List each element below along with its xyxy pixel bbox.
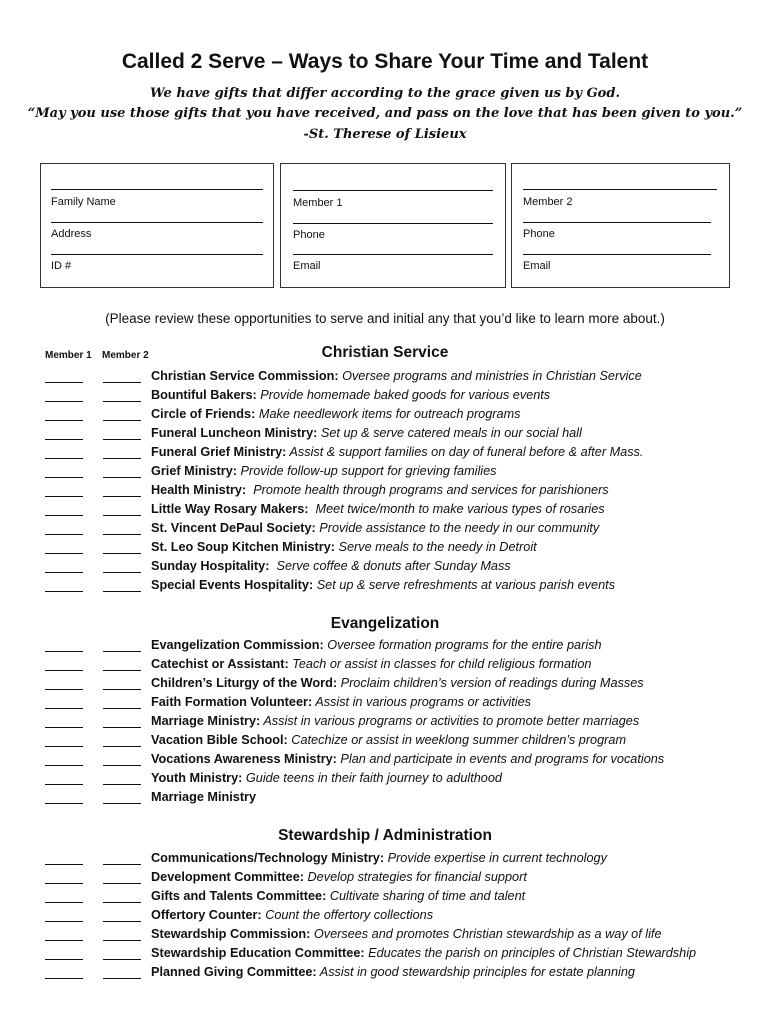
opportunity-description: Teach or assist in classes for child religious formation bbox=[288, 657, 592, 671]
member1-initial-blank[interactable] bbox=[45, 534, 83, 535]
member1-email-label: Email bbox=[293, 260, 321, 272]
member1-initial-blank[interactable] bbox=[45, 591, 83, 592]
opportunity-description: Meet twice/month to make various types of rosaries bbox=[308, 502, 605, 516]
member2-initial-blank[interactable] bbox=[103, 978, 141, 979]
opportunity-description: Set up & serve refreshments at various parish events bbox=[313, 578, 615, 592]
address-label: Address bbox=[51, 228, 92, 240]
opportunity-text bbox=[151, 407, 521, 421]
member1-email-field[interactable] bbox=[293, 254, 493, 255]
opportunity-description: Serve meals to the needy in Detroit bbox=[334, 540, 537, 554]
opportunity-row bbox=[0, 676, 770, 695]
opportunity-text bbox=[151, 578, 615, 592]
opportunity-text bbox=[151, 638, 602, 652]
opportunity-row bbox=[0, 388, 770, 407]
opportunity-name: Bountiful Bakers: bbox=[151, 388, 257, 402]
opportunity-description: Develop strategies for financial support bbox=[303, 870, 527, 884]
opportunity-row bbox=[0, 638, 770, 657]
opportunity-row bbox=[0, 771, 770, 790]
member2-initial-blank[interactable] bbox=[103, 651, 141, 652]
section-title: Evangelization bbox=[330, 615, 440, 632]
opportunity-description: Oversee formation programs for the entire parish bbox=[323, 638, 602, 652]
opportunity-name: Youth Ministry: bbox=[151, 771, 243, 785]
section-title: Stewardship / Administration bbox=[278, 827, 492, 844]
member2-initial-blank[interactable] bbox=[103, 534, 141, 535]
opportunity-text bbox=[151, 714, 639, 728]
member1-initial-blank[interactable] bbox=[45, 959, 83, 960]
opportunity-text bbox=[151, 927, 662, 941]
member2-initial-blank[interactable] bbox=[103, 401, 141, 402]
opportunity-description: Oversee programs and ministries in Christian Service bbox=[338, 369, 642, 383]
opportunity-row bbox=[0, 946, 770, 965]
member1-initial-blank[interactable] bbox=[45, 572, 83, 573]
opportunity-name: Evangelization Commission: bbox=[151, 638, 324, 652]
member2-initial-blank[interactable] bbox=[103, 515, 141, 516]
opportunity-name: Development Committee: bbox=[151, 870, 304, 884]
opportunity-description: Cultivate sharing of time and talent bbox=[326, 889, 526, 903]
opportunity-name: Offertory Counter: bbox=[151, 908, 262, 922]
member1-initial-blank[interactable] bbox=[45, 515, 83, 516]
member1-label: Member 1 bbox=[293, 197, 343, 209]
family-info-box bbox=[40, 163, 274, 288]
opportunity-name: Planned Giving Committee: bbox=[151, 965, 317, 979]
opportunity-description: Provide homemade baked goods for various events bbox=[256, 388, 551, 402]
member1-initial-blank[interactable] bbox=[45, 401, 83, 402]
opportunity-row bbox=[0, 445, 770, 464]
member1-initial-blank[interactable] bbox=[45, 940, 83, 941]
member1-initial-blank[interactable] bbox=[45, 708, 83, 709]
opportunity-row bbox=[0, 733, 770, 752]
opportunity-description: Provide follow-up support for grieving families bbox=[237, 464, 497, 478]
member2-initial-blank[interactable] bbox=[103, 959, 141, 960]
opportunity-row bbox=[0, 790, 770, 809]
opportunity-name: Marriage Ministry bbox=[151, 790, 257, 804]
opportunity-description: Serve coffee & donuts after Sunday Mass bbox=[269, 559, 511, 573]
opportunity-row bbox=[0, 695, 770, 714]
member2-initial-blank[interactable] bbox=[103, 921, 141, 922]
member1-phone-field[interactable] bbox=[293, 223, 493, 224]
member2-column-header: Member 2 bbox=[102, 350, 149, 361]
opportunity-description: Make needlework items for outreach programs bbox=[255, 407, 521, 421]
member1-initial-blank[interactable] bbox=[45, 382, 83, 383]
opportunity-description: Assist in various programs or activities to promote better marriages bbox=[260, 714, 640, 728]
member1-name-field[interactable] bbox=[293, 190, 493, 191]
member2-initial-blank[interactable] bbox=[103, 727, 141, 728]
opportunity-text bbox=[151, 502, 605, 516]
opportunity-text bbox=[151, 870, 527, 884]
address-field[interactable] bbox=[51, 222, 263, 223]
opportunity-row bbox=[0, 540, 770, 559]
opportunity-name: Special Events Hospitality: bbox=[151, 578, 314, 592]
opportunity-name: St. Vincent DePaul Society: bbox=[151, 521, 316, 535]
opportunity-text bbox=[151, 445, 643, 459]
opportunity-name: Health Ministry: bbox=[151, 483, 247, 497]
opportunity-text bbox=[151, 889, 525, 903]
opportunity-text bbox=[151, 657, 591, 671]
opportunity-name: Sunday Hospitality: bbox=[151, 559, 270, 573]
member1-initial-blank[interactable] bbox=[45, 883, 83, 884]
opportunity-text bbox=[151, 946, 696, 960]
member2-initial-blank[interactable] bbox=[103, 439, 141, 440]
opportunity-text bbox=[151, 965, 635, 979]
opportunity-description: Assist in various programs or activities bbox=[312, 695, 531, 709]
member1-initial-blank[interactable] bbox=[45, 689, 83, 690]
opportunity-name: Catechist or Assistant: bbox=[151, 657, 289, 671]
opportunity-text bbox=[151, 908, 433, 922]
opportunity-row bbox=[0, 870, 770, 889]
opportunity-name: Faith Formation Volunteer: bbox=[151, 695, 313, 709]
member1-initial-blank[interactable] bbox=[45, 765, 83, 766]
member2-initial-blank[interactable] bbox=[103, 496, 141, 497]
member1-initial-blank[interactable] bbox=[45, 921, 83, 922]
opportunity-text bbox=[151, 851, 607, 865]
opportunity-row bbox=[0, 559, 770, 578]
member1-initial-blank[interactable] bbox=[45, 784, 83, 785]
section-title: Christian Service bbox=[321, 344, 449, 361]
member1-column-header: Member 1 bbox=[45, 350, 92, 361]
member2-initial-blank[interactable] bbox=[103, 591, 141, 592]
member2-initial-blank[interactable] bbox=[103, 940, 141, 941]
opportunity-name: Little Way Rosary Makers: bbox=[151, 502, 309, 516]
member2-initial-blank[interactable] bbox=[103, 477, 141, 478]
opportunity-name: Funeral Grief Ministry: bbox=[151, 445, 287, 459]
quote-line-2: “May you use those gifts that you have received, and pass on the love that has been given to you.” bbox=[27, 106, 743, 121]
member2-email-label: Email bbox=[523, 260, 551, 272]
opportunity-description: Proclaim children’s version of readings during Masses bbox=[337, 676, 644, 690]
member1-initial-blank[interactable] bbox=[45, 477, 83, 478]
member2-initial-blank[interactable] bbox=[103, 420, 141, 421]
member2-initial-blank[interactable] bbox=[103, 708, 141, 709]
opportunity-description: Provide assistance to the needy in our community bbox=[315, 521, 600, 535]
opportunity-text bbox=[151, 771, 502, 785]
member2-info-box bbox=[511, 163, 730, 288]
member1-initial-blank[interactable] bbox=[45, 651, 83, 652]
member1-initial-blank[interactable] bbox=[45, 902, 83, 903]
quote-line-1: We have gifts that differ according to the grace given us by God. bbox=[150, 86, 620, 101]
family-name-field[interactable] bbox=[51, 189, 263, 190]
member1-initial-blank[interactable] bbox=[45, 746, 83, 747]
opportunity-text bbox=[151, 790, 256, 804]
member2-label: Member 2 bbox=[523, 196, 573, 208]
opportunity-text bbox=[151, 695, 531, 709]
opportunity-row bbox=[0, 483, 770, 502]
opportunity-name: Stewardship Commission: bbox=[151, 927, 311, 941]
opportunity-name: Gifts and Talents Committee: bbox=[151, 889, 327, 903]
member2-phone-field[interactable] bbox=[523, 222, 711, 223]
opportunity-name: Vacation Bible School: bbox=[151, 733, 288, 747]
member1-initial-blank[interactable] bbox=[45, 420, 83, 421]
opportunity-text bbox=[151, 369, 642, 383]
opportunity-description: Promote health through programs and services for parishioners bbox=[246, 483, 609, 497]
opportunity-row bbox=[0, 851, 770, 870]
opportunity-name: Circle of Friends: bbox=[151, 407, 256, 421]
member2-initial-blank[interactable] bbox=[103, 765, 141, 766]
member1-initial-blank[interactable] bbox=[45, 553, 83, 554]
opportunity-description: Count the offertory collections bbox=[261, 908, 434, 922]
family-name-label: Family Name bbox=[51, 196, 116, 208]
opportunity-row bbox=[0, 521, 770, 540]
member1-initial-blank[interactable] bbox=[45, 978, 83, 979]
member2-initial-blank[interactable] bbox=[103, 689, 141, 690]
member1-initial-blank[interactable] bbox=[45, 670, 83, 671]
member1-initial-blank[interactable] bbox=[45, 496, 83, 497]
member2-initial-blank[interactable] bbox=[103, 902, 141, 903]
opportunity-text bbox=[151, 521, 599, 535]
member1-initial-blank[interactable] bbox=[45, 803, 83, 804]
opportunity-text bbox=[151, 676, 644, 690]
opportunity-description: Provide expertise in current technology bbox=[384, 851, 607, 865]
opportunity-text bbox=[151, 426, 582, 440]
opportunity-row bbox=[0, 965, 770, 984]
opportunity-row bbox=[0, 657, 770, 676]
opportunity-name: Grief Ministry: bbox=[151, 464, 238, 478]
opportunity-row bbox=[0, 502, 770, 521]
opportunity-text bbox=[151, 540, 537, 554]
opportunity-description: Assist in good stewardship principles for estate planning bbox=[316, 965, 635, 979]
opportunity-name: Funeral Luncheon Ministry: bbox=[151, 426, 318, 440]
member2-name-field[interactable] bbox=[523, 189, 717, 190]
opportunity-name: Children’s Liturgy of the Word: bbox=[151, 676, 338, 690]
opportunity-description: Assist & support families on day of funeral before & after Mass. bbox=[286, 445, 644, 459]
member2-initial-blank[interactable] bbox=[103, 572, 141, 573]
opportunity-row bbox=[0, 578, 770, 597]
member1-initial-blank[interactable] bbox=[45, 727, 83, 728]
id-field[interactable] bbox=[51, 254, 263, 255]
opportunity-name: St. Leo Soup Kitchen Ministry: bbox=[151, 540, 335, 554]
opportunity-description: Plan and participate in events and programs for vocations bbox=[336, 752, 665, 766]
member2-initial-blank[interactable] bbox=[103, 553, 141, 554]
opportunity-row bbox=[0, 407, 770, 426]
instructions: (Please review these opportunities to serve and initial any that you’d like to learn more about.) bbox=[105, 311, 665, 326]
member2-initial-blank[interactable] bbox=[103, 864, 141, 865]
opportunity-description: Catechize or assist in weeklong summer children’s program bbox=[287, 733, 627, 747]
member2-initial-blank[interactable] bbox=[103, 382, 141, 383]
opportunity-row bbox=[0, 752, 770, 771]
opportunity-text bbox=[151, 388, 550, 402]
member2-initial-blank[interactable] bbox=[103, 458, 141, 459]
opportunity-row bbox=[0, 908, 770, 927]
page-title: Called 2 Serve – Ways to Share Your Time and Talent bbox=[121, 50, 649, 73]
member2-initial-blank[interactable] bbox=[103, 784, 141, 785]
opportunity-row bbox=[0, 927, 770, 946]
member2-initial-blank[interactable] bbox=[103, 803, 141, 804]
opportunity-row bbox=[0, 369, 770, 388]
opportunity-text bbox=[151, 559, 511, 573]
opportunity-row bbox=[0, 464, 770, 483]
opportunity-text bbox=[151, 483, 609, 497]
opportunity-name: Christian Service Commission: bbox=[151, 369, 339, 383]
member1-info-box bbox=[280, 163, 506, 288]
member1-initial-blank[interactable] bbox=[45, 458, 83, 459]
opportunity-description: Set up & serve catered meals in our social hall bbox=[317, 426, 582, 440]
id-label: ID # bbox=[51, 260, 72, 272]
opportunity-name: Vocations Awareness Ministry: bbox=[151, 752, 337, 766]
member1-initial-blank[interactable] bbox=[45, 864, 83, 865]
opportunity-row bbox=[0, 426, 770, 445]
member1-initial-blank[interactable] bbox=[45, 439, 83, 440]
member2-initial-blank[interactable] bbox=[103, 883, 141, 884]
opportunity-text bbox=[151, 733, 626, 747]
member2-phone-label: Phone bbox=[523, 228, 555, 240]
opportunity-row bbox=[0, 889, 770, 908]
opportunity-name: Marriage Ministry: bbox=[151, 714, 261, 728]
opportunity-name: Stewardship Education Committee: bbox=[151, 946, 365, 960]
opportunity-text bbox=[151, 752, 664, 766]
member2-initial-blank[interactable] bbox=[103, 746, 141, 747]
opportunity-text bbox=[151, 464, 497, 478]
member2-email-field[interactable] bbox=[523, 254, 711, 255]
opportunity-row bbox=[0, 714, 770, 733]
opportunity-description: Educates the parish on principles of Christian Stewardship bbox=[364, 946, 697, 960]
opportunity-name: Communications/Technology Ministry: bbox=[151, 851, 385, 865]
quote-attribution: -St. Therese of Lisieux bbox=[303, 127, 467, 142]
member2-initial-blank[interactable] bbox=[103, 670, 141, 671]
opportunity-description: Guide teens in their faith journey to adulthood bbox=[242, 771, 502, 785]
opportunity-description: Oversees and promotes Christian stewardship as a way of life bbox=[310, 927, 662, 941]
member1-phone-label: Phone bbox=[293, 229, 325, 241]
